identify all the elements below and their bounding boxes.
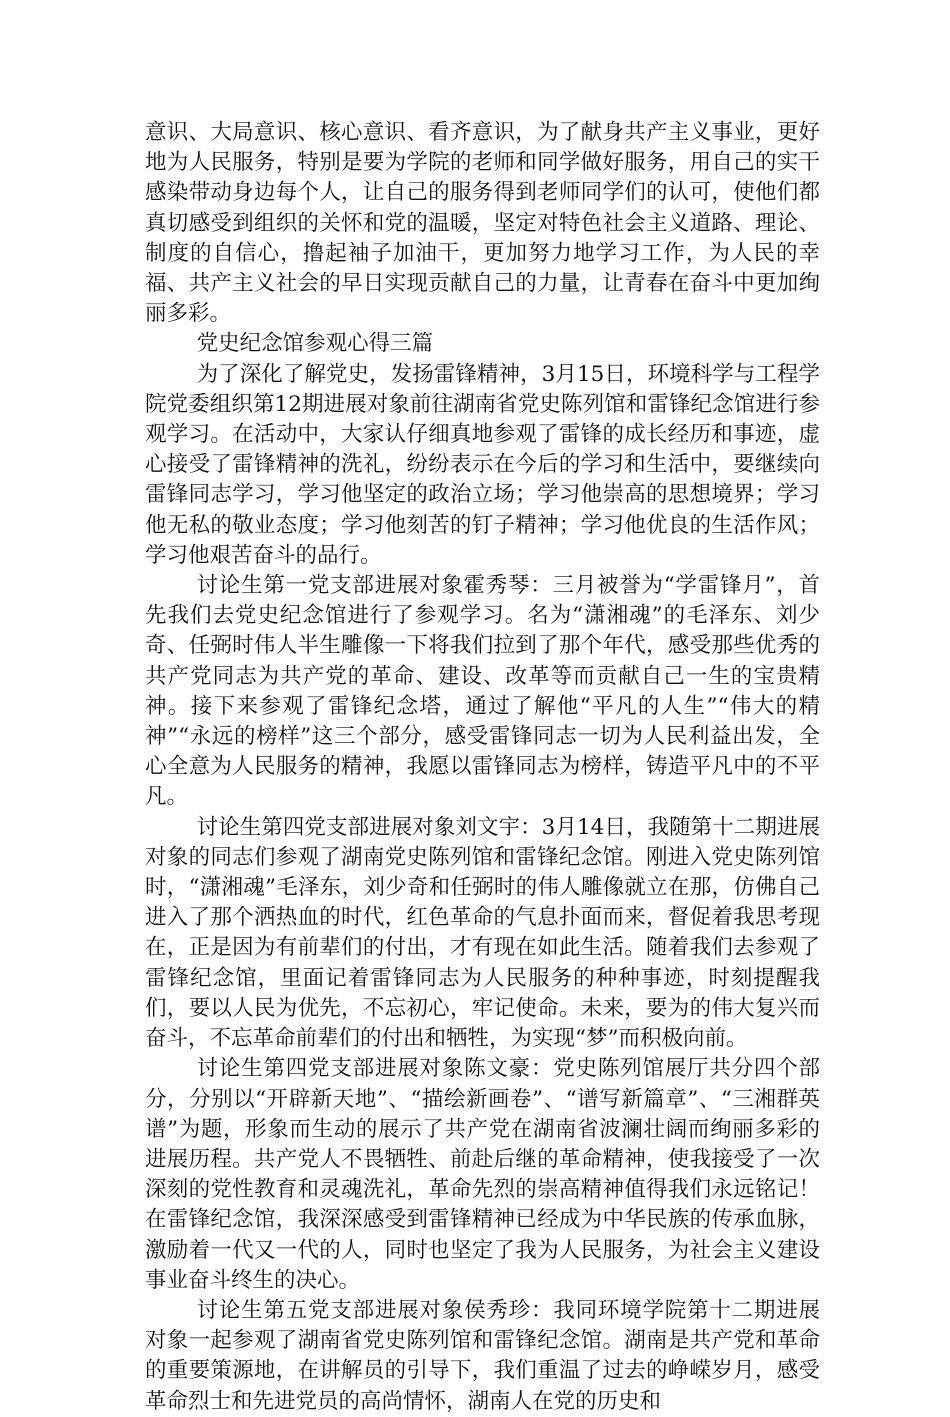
paragraph-intro: 为了深化了解党史，发扬雷锋精神，3月15日，环境科学与工程学院党委组织第12期进展对象前往湖南省党史陈列馆和雷锋纪念馆进行参观学习。在活动中，大家认仔细真地参观了雷锋的成长经历和事迹，虚心接受了雷锋精神的洗礼，纷纷表示在今后的学习和生活中，要继续向雷锋同志学习，学习他坚定的政治立场；学习他崇高的思想境界；学习他无私的敬业态度；学习他刻苦的钉子精神；学习他优良的生活作风；学习他艰苦奋斗的品行。	[145, 361, 820, 568]
paragraph-testimony-huo: 讨论生第一党支部进展对象霍秀琴：三月被誉为“学雷锋月”，首先我们去党史纪念馆进行了参观学习。名为“潇湘魂”的毛泽东、刘少奇、任弼时伟人半生雕像一下将我们拉到了那个年代，感受那些优秀的共产党同志为共产党的革命、建设、改革等而贡献自己一生的宝贵精神。接下来参观了雷锋纪念塔，通过了解他“平凡的人生”“伟大的精神”“永远的榜样”这三个部分，感受雷锋同志一切为人民利益出发，全心全意为人民服务的精神，我愿以雷锋同志为榜样，铸造平凡中的不平凡。	[145, 573, 820, 810]
paragraph-continuation: 意识、大局意识、核心意识、看齐意识，为了献身共产主义事业，更好地为人民服务，特别是要为学院的老师和同学做好服务，用自己的实干感染带动身边每个人，让自己的服务得到老师同学们的认可，使他们都真切感受到组织的关怀和党的温暖，坚定对特色社会主义道路、理论、制度的自信心，撸起袖子加油干，更加努力地学习工作，为人民的幸福、共产主义社会的早日实现贡献自己的力量，让青春在奋斗中更加绚丽多彩。	[145, 120, 820, 327]
paragraph-testimony-liu: 讨论生第四党支部进展对象刘文宇：3月14日，我随第十二期进展对象的同志们参观了湖南党史陈列馆和雷锋纪念馆。刚进入党史陈列馆时，“潇湘魂”毛泽东，刘少奇和任弼时的伟人雕像就立在那，仿佛自己进入了那个洒热血的时代，红色革命的气息扑面而来，督促着我思考现在，正是因为有前辈们的付出，才有现在如此生活。随着我们去参观了雷锋纪念馆，里面记着雷锋同志为人民服务的种种事迹，时刻提醒我们，要以人民为优先，不忘初心，牢记使命。未来，要为的伟大复兴而奋斗，不忘革命前辈们的付出和牺牲，为实现“梦”而积极向前。	[145, 814, 820, 1052]
document-page	[145, 118, 820, 1417]
paragraph-testimony-hou: 讨论生第五党支部进展对象侯秀珍：我同环境学院第十二期进展对象一起参观了湖南省党史陈列馆和雷锋纪念馆。湖南是共产党和革命的重要策源地，在讲解员的引导下，我们重温了过去的峥嵘岁月，感受革命烈士和先进党员的高尚情怀，湖南人在党的历史和	[145, 1297, 820, 1414]
paragraph-testimony-chen: 讨论生第四党支部进展对象陈文豪：党史陈列馆展厅共分四个部分，分别以“开辟新天地”、“描绘新画卷”、“谱写新篇章”、“三湘群英谱”为题，形象而生动的展示了共产党在湖南省波澜壮阔而绚丽多彩的进展历程。共产党人不畏牺牲、前赴后继的革命精神，使我接受了一次深刻的党性教育和灵魂洗礼，革命先烈的崇高精神值得我们永远铭记！在雷锋纪念馆，我深深感受到雷锋精神已经成为中华民族的传承血脉，激励着一代又一代的人，同时也坚定了我为人民服务，为社会主义建设事业奋斗终生的决心。	[145, 1056, 820, 1293]
article-title: 党史纪念馆参观心得三篇	[196, 331, 434, 357]
